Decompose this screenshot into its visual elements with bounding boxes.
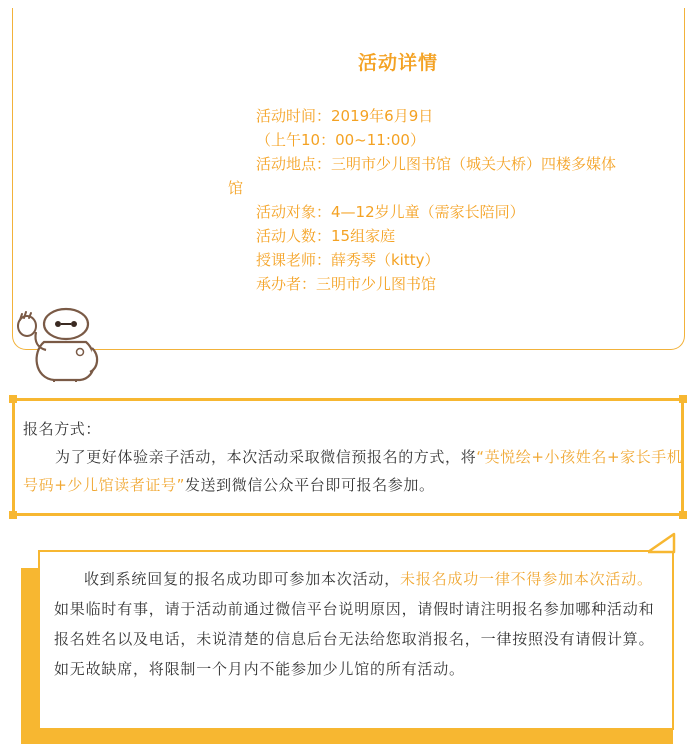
signup-highlight: “英悦绘+小孩姓名+家长手机号码+少儿馆读者证号”	[23, 448, 683, 494]
activity-time: 活动时间：2019年6月9日	[256, 107, 434, 125]
signup-text-after: 发送到微信公众平台即可报名参加。	[184, 476, 435, 494]
rules-text	[54, 564, 659, 684]
rules-highlight: 未报名成功一律不得参加本次活动。	[400, 570, 653, 588]
rules-text-after: 如果临时有事，请于活动前通过微信平台说明原因，请假时请注明报名参加哪种活动和报名姓名以及电话，未说清楚的信息后台无法给您取消报名，一律按照没有请假计算。如无故缺席，将限制一个月内不能参加少儿馆的所有活动。	[54, 600, 655, 678]
activity-place: 活动地点：三明市少儿图书馆（城关大桥）四楼多媒体	[256, 155, 617, 173]
corner-decoration	[679, 511, 687, 519]
activity-count: 活动人数：15组家庭	[256, 227, 396, 245]
robot-mascot-icon	[14, 302, 106, 384]
page-title: 活动详情	[357, 52, 438, 74]
signup-box	[12, 398, 684, 516]
rules-text-before: 收到系统回复的报名成功即可参加本次活动，	[84, 570, 401, 588]
activity-organizer: 承办者：三明市少儿图书馆	[256, 275, 437, 293]
signup-text	[23, 415, 683, 499]
corner-decoration	[9, 395, 17, 403]
signup-text-before: 为了更好体验亲子活动，本次活动采取微信预报名的方式，将	[55, 448, 477, 466]
corner-decoration	[679, 395, 687, 403]
activity-audience: 活动对象：4—12岁儿童（需家长陪同）	[256, 203, 525, 221]
rules-box	[38, 550, 674, 730]
activity-teacher: 授课老师：薛秀琴（kitty）	[256, 251, 440, 269]
activity-place-cont: 馆	[228, 179, 244, 197]
corner-decoration	[9, 511, 17, 519]
activity-time-range: （上午10：00~11:00）	[256, 131, 425, 149]
signup-body	[23, 443, 683, 499]
signup-heading: 报名方式：	[23, 420, 102, 438]
fold-corner-decoration	[648, 530, 688, 570]
activity-details	[228, 104, 668, 296]
